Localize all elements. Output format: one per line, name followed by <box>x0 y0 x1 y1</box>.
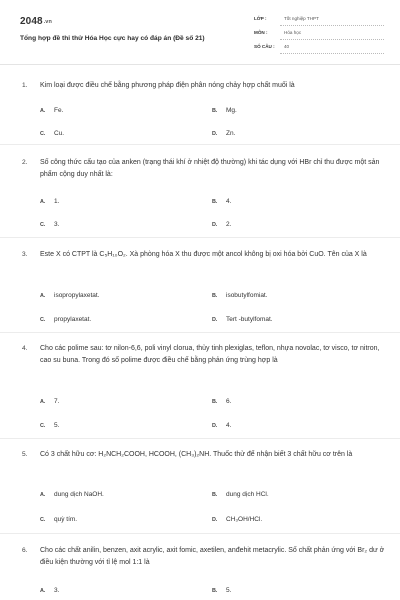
option-text: isopropylaxetat. <box>54 292 100 299</box>
option-b[interactable] <box>212 587 231 594</box>
option-text: CH₃OH/HCl. <box>226 516 263 523</box>
option-letter: A. <box>40 588 46 594</box>
option-a[interactable] <box>40 491 104 498</box>
option-text: 3. <box>54 221 60 228</box>
logo-number: 2048 <box>20 16 43 27</box>
option-text: Zn. <box>226 130 236 137</box>
option-b[interactable] <box>212 198 231 205</box>
option-letter: D. <box>212 317 218 323</box>
option-text: 1. <box>54 198 60 205</box>
meta-label: LỚP : <box>254 16 267 21</box>
option-text: 6. <box>226 398 232 405</box>
question-number: 5. <box>22 451 28 458</box>
option-letter: B. <box>212 108 218 114</box>
option-letter: C. <box>40 317 46 323</box>
question-number: 6. <box>22 547 28 554</box>
option-c[interactable] <box>40 130 64 137</box>
option-b[interactable] <box>212 107 237 114</box>
option-letter: B. <box>212 492 218 498</box>
document-title: Tổng hợp đề thi thử Hóa Học cực hay có đáp án (Đề số 21) <box>20 35 205 42</box>
question-text: Cho các polime sau: tơ nilon-6,6, poli vinyl clorua, thủy tinh plexiglas, teflon, nhựa novolac, tơ visco, tơ nitron, cao su buna. Trong đó số polime được điều chế bằng phản ứng trùng hợp là <box>40 345 380 365</box>
option-letter: D. <box>212 423 218 429</box>
question-number: 2. <box>22 159 28 166</box>
option-d[interactable] <box>212 221 231 228</box>
option-letter: D. <box>212 131 218 137</box>
option-text: dung dịch HCl. <box>226 491 269 498</box>
option-a[interactable] <box>40 292 100 299</box>
option-text: quỳ tím. <box>54 516 78 523</box>
option-b[interactable] <box>212 398 231 405</box>
option-c[interactable] <box>40 316 91 323</box>
option-letter: D. <box>212 222 218 228</box>
option-text: 7. <box>54 398 60 405</box>
option-a[interactable] <box>40 198 59 205</box>
option-d[interactable] <box>212 516 262 523</box>
option-c[interactable] <box>40 516 77 523</box>
site-logo[interactable] <box>20 16 52 27</box>
option-letter: A. <box>40 293 46 299</box>
logo-suffix: .vn <box>43 19 52 25</box>
meta-label: SỐ CÂU : <box>254 44 275 49</box>
option-text: Mg. <box>226 107 237 114</box>
meta-subject <box>254 27 384 41</box>
option-letter: B. <box>212 399 218 405</box>
option-letter: C. <box>40 222 46 228</box>
option-text: Fe. <box>54 107 64 114</box>
meta-underline <box>280 39 384 40</box>
option-d[interactable] <box>212 422 231 429</box>
option-text: dung dịch NaOH. <box>54 491 104 498</box>
option-c[interactable] <box>40 422 59 429</box>
option-letter: B. <box>212 588 218 594</box>
option-text: 4. <box>226 422 232 429</box>
option-text: 2. <box>226 221 232 228</box>
option-b[interactable] <box>212 292 268 299</box>
header-divider <box>0 64 400 65</box>
option-letter: C. <box>40 423 46 429</box>
question-number: 1. <box>22 82 28 89</box>
option-letter: B. <box>212 293 218 299</box>
question-text: Số công thức cấu tạo của anken (trạng thái khí ở nhiệt độ thường) khi tác dụng với HBr chỉ thu được một sản phẩm cộng duy nhất là: <box>40 159 380 179</box>
option-text: isobutylfomiat. <box>226 292 268 299</box>
meta-underline <box>280 25 384 26</box>
question-text: Este X có CTPT là C₅H₁₀O₂. Xà phòng hóa X thu được một ancol không bị oxi hóa bởi CuO. Tên của X là <box>40 251 367 258</box>
option-b[interactable] <box>212 491 269 498</box>
option-text: 4. <box>226 198 232 205</box>
meta-label: MÔN : <box>254 30 268 35</box>
option-letter: A. <box>40 199 46 205</box>
option-text: propylaxetat. <box>54 316 92 323</box>
option-c[interactable] <box>40 221 59 228</box>
option-letter: A. <box>40 108 46 114</box>
option-a[interactable] <box>40 398 59 405</box>
option-letter: C. <box>40 517 46 523</box>
option-letter: B. <box>212 199 218 205</box>
option-letter: D. <box>212 517 218 523</box>
meta-value: 40 <box>284 44 290 49</box>
meta-class <box>254 13 384 27</box>
option-text: Tert -butylfomat. <box>226 316 273 323</box>
question-divider <box>0 144 400 145</box>
question-divider <box>0 332 400 333</box>
question-text: Có 3 chất hữu cơ: H₂NCH₂COOH, HCOOH, (CH₃)₂NH. Thuốc thử để nhận biết 3 chất hữu cơ trên là <box>40 451 353 458</box>
option-a[interactable] <box>40 107 63 114</box>
question-divider <box>0 237 400 238</box>
meta-question-count <box>254 41 384 55</box>
option-letter: A. <box>40 492 46 498</box>
page-header <box>0 0 400 62</box>
question-text: Kim loại được điều chế bằng phương pháp điện phân nóng chảy hợp chất muối là <box>40 82 295 89</box>
option-text: 5. <box>226 587 232 594</box>
question-divider <box>0 438 400 439</box>
meta-underline <box>280 53 384 54</box>
exam-meta <box>254 13 384 55</box>
option-letter: A. <box>40 399 46 405</box>
option-letter: C. <box>40 131 46 137</box>
question-number: 3. <box>22 251 28 258</box>
option-text: Cu. <box>54 130 65 137</box>
option-text: 5. <box>54 422 60 429</box>
meta-value: Tốt nghiệp THPT <box>284 16 319 21</box>
option-d[interactable] <box>212 316 273 323</box>
question-number: 4. <box>22 345 28 352</box>
option-d[interactable] <box>212 130 235 137</box>
question-text: Cho các chất anilin, benzen, axit acrylic, axit fomic, axetilen, anđehit metacrylic. Số chất phản ứng với Br₂ dư ở điều kiện thường với tỉ lệ mol 1:1 là <box>40 547 385 567</box>
question-divider <box>0 533 400 534</box>
option-a[interactable] <box>40 587 59 594</box>
meta-value: Hóa học <box>284 30 302 35</box>
option-text: 3. <box>54 587 60 594</box>
